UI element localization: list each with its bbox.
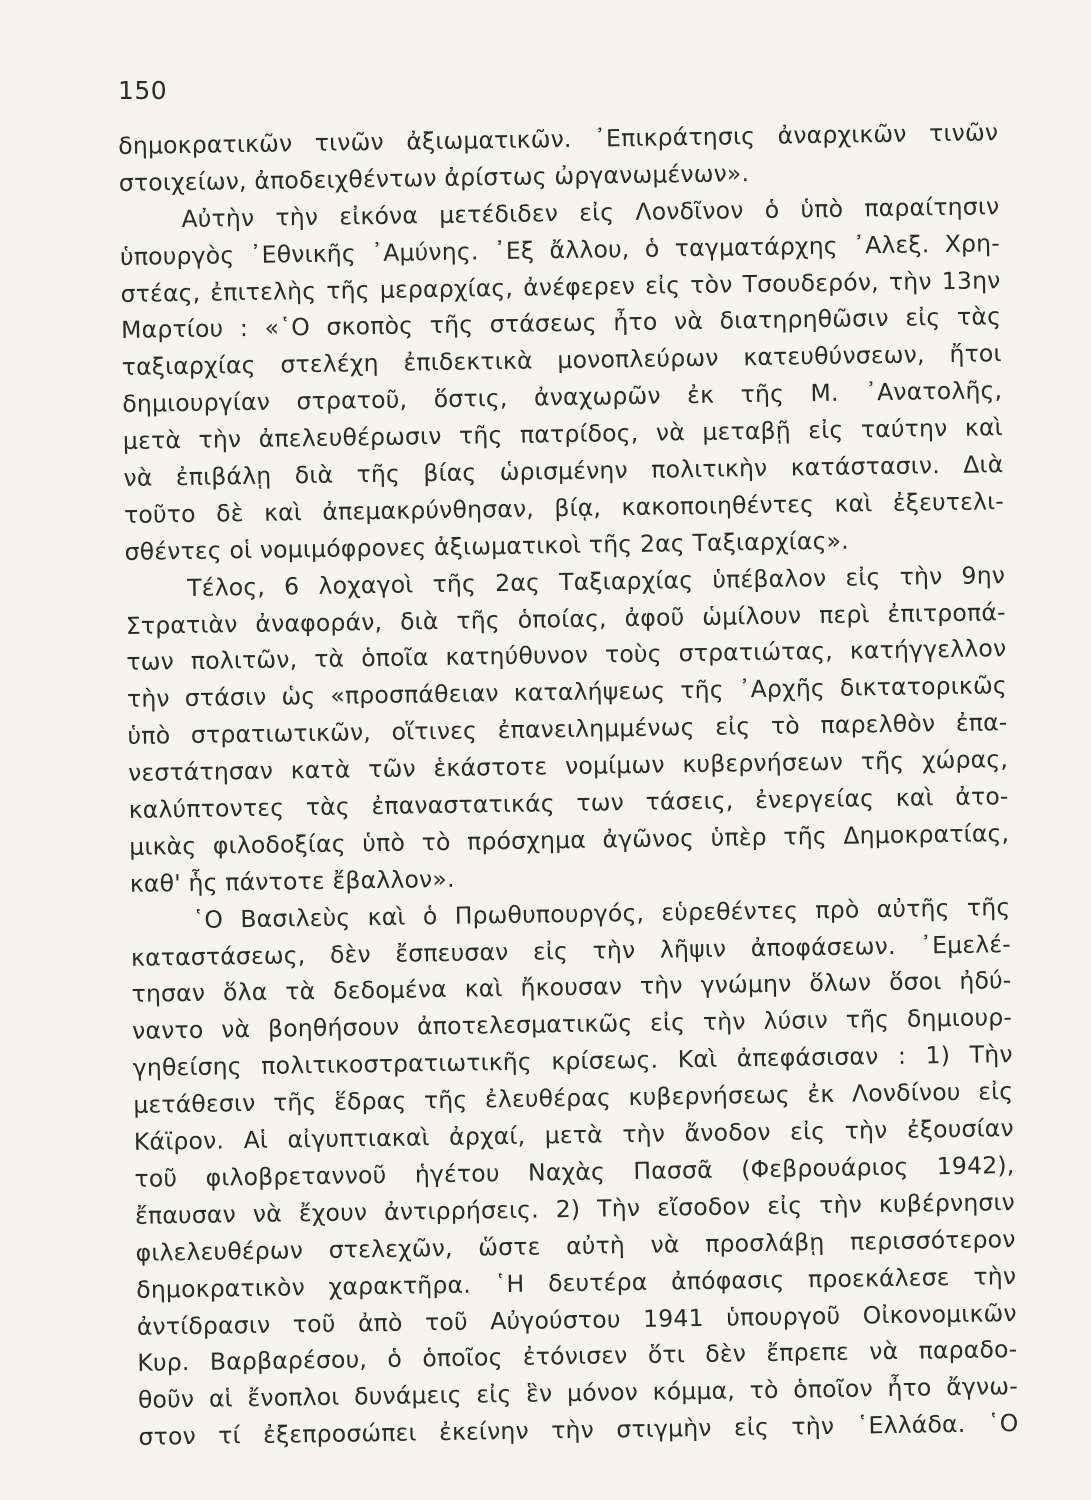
text-line: τοῦτο δὲ καὶ ἀπεμακρύνθησαν, βίᾳ, κακοποιηθέντες καὶ ἐξευτελι- [123, 487, 1005, 529]
text-line: Τέλος, 6 λοχαγοὶ τῆς 2ας Ταξιαρχίας ὑπέβαλον εἰς τὴν 9ην [187, 560, 1006, 602]
text-line: στον τί ἐξεπροσώπει ἐκείνην τὴν στιγμὴν εἰς τὴν ῾Ελλάδα. ῾Ο [138, 1409, 1019, 1452]
text-line: γηθείσης πολιτικοστρατιωτικῆς κρίσεως. Καὶ ἀπεφάσισαν : 1) Τὴν [132, 1040, 1013, 1083]
text-line: θοῦν αἱ ἔνοπλοι δυνάμεις εἰς ἓν μόνον κόμμα, τὸ ὁποῖον ἦτο ἄγνω- [137, 1372, 1019, 1415]
page-number: 150 [118, 76, 168, 105]
text-line: καθ' ἧς πάντοτε ἔβαλλον». [129, 864, 455, 898]
text-line: σθέντες οἱ νομιμόφρονες ἀξιωματικοὶ τῆς 2ας Ταξιαρχίας». [124, 526, 850, 566]
text-line: Μαρτίου : «῾Ο σκοπὸς τῆς στάσεως ἦτο νὰ διατηρηθῶσιν εἰς τὰς [120, 302, 1002, 345]
text-line: φιλελευθέρων στελεχῶν, ὥστε αὐτὴ νὰ προσλάβῃ περισσότερον [135, 1224, 1016, 1267]
text-line: μικὰς φιλοδοξίας ὑπὸ τὸ πρόσχημα ἀγῶνος ὑπὲρ τῆς Δημοκρατίας, [129, 819, 1010, 861]
text-line: μετάθεσιν τῆς ἕδρας τῆς ἐλευθέρας κυβερνήσεως ἐκ Λονδίνου εἰς [133, 1077, 1014, 1120]
text-line: τὴν στάσιν ὡς «προσπάθειαν καταλήψεως τῆς ᾿Αρχῆς δικτατορικῶς [126, 671, 1008, 714]
text-line: ἀντίδρασιν τοῦ ἀπὸ τοῦ Αὐγούστου 1941 ὑπουργοῦ Οἰκονομικῶν [136, 1298, 1017, 1341]
text-line: νὰ ἐπιβάλῃ διὰ τῆς βίας ὡρισμένην πολιτικὴν κατάστασιν. Διὰ [123, 450, 1004, 492]
text-line: μετὰ τὴν ἀπελευθέρωσιν τῆς πατρίδος, νὰ μεταβῇ εἰς ταύτην καὶ [122, 413, 1004, 456]
text-line: Αὐτὴν τὴν εἰκόνα μετέδιδεν εἰς Λονδῖνον ὁ ὑπὸ παραίτησιν [181, 191, 1000, 233]
text-line: νεστάτησαν κατὰ τῶν ἑκάστοτε νομίμων κυβερνήσεων τῆς χώρας, [127, 745, 1009, 788]
text-line: τοῦ φιλοβρεταννοῦ ἡγέτου Ναχὰς Πασσᾶ (Φεβρουάριος 1942), [134, 1150, 1015, 1193]
text-line: ταξιαρχίας στελέχη ἐπιδεκτικὰ μονοπλεύρων κατευθύνσεων, ἤτοι [121, 339, 1002, 382]
text-line: δημοκρατικὸν χαρακτῆρα. ῾Η δευτέρα ἀπόφασις προεκάλεσε τὴν [136, 1261, 1017, 1304]
text-line: ὑπὸ στρατιωτικῶν, οἵτινες ἐπανειλημμένως εἰς τὸ παρελθὸν ἐπα- [127, 708, 1008, 751]
text-line: δημιουργίαν στρατοῦ, ὅστις, ἀναχωρῶν ἐκ τῆς Μ. ᾿Ανατολῆς, [122, 376, 1003, 419]
text-line: ἔπαυσαν νὰ ἔχουν ἀντιρρήσεις. 2) Τὴν εἴσοδον εἰς τὴν κυβέρνησιν [134, 1187, 1016, 1230]
text-line: ναντο νὰ βοηθήσουν ἀποτελεσματικῶς εἰς τὴν λύσιν τῆς δημιουρ- [131, 1003, 1013, 1046]
text-line: καλύπτοντες τὰς ἐπαναστατικάς των τάσεις, ἐνεργείας καὶ ἀτο- [128, 782, 1009, 824]
text-line: στέας, ἐπιτελὴς τῆς μεραρχίας, ἀνέφερεν εἰς τὸν Τσουδερόν, τὴν 13ην [120, 265, 1001, 308]
text-line: ὑπουργὸς ᾿Εθνικῆς ᾿Αμύνης. ᾿Εξ ἄλλου, ὁ ταγματάρχης ᾿Αλεξ. Χρη- [119, 228, 1001, 271]
text-line: Κάϊρον. Αἱ αἰγυπτιακαὶ ἀρχαί, μετὰ τὴν ἄνοδον εἰς τὴν ἐξουσίαν [133, 1114, 1015, 1156]
text-line: Κυρ. Βαρβαρέσου, ὁ ὁποῖος ἐτόνισεν ὅτι δὲν ἔπρεπε νὰ παραδο- [137, 1335, 1018, 1378]
text-line: καταστάσεως, δὲν ἔσπευσαν εἰς τὴν λῆψιν ἀποφάσεων. ᾿Εμελέ- [130, 929, 1012, 972]
text-line: τησαν ὅλα τὰ δεδομένα καὶ ἤκουσαν τὴν γνώμην ὅλων ὅσοι ἠδύ- [131, 966, 1012, 1009]
text-line: των πολιτῶν, τὰ ὁποῖα κατηύθυνον τοὺς στρατιώτας, κατήγγελλον [126, 634, 1007, 677]
text-line: Στρατιὰν ἀναφοράν, διὰ τῆς ὁποίας, ἀφοῦ ὡμίλουν περὶ ἐπιτροπά- [125, 597, 1006, 640]
body-text [118, 114, 1019, 1456]
text-line: ῾Ο Βασιλεὺς καὶ ὁ Πρωθυπουργός, εὑρεθέντες πρὸ αὐτῆς τῆς [192, 892, 1011, 934]
text-line: στοιχείων, ἀποδειχθέντων ἀρίστως ὠργανωμένων». [118, 158, 750, 197]
text-line: δημοκρατικῶν τινῶν ἀξιωματικῶν. ᾿Επικράτησις ἀναρχικῶν τινῶν [118, 118, 999, 160]
